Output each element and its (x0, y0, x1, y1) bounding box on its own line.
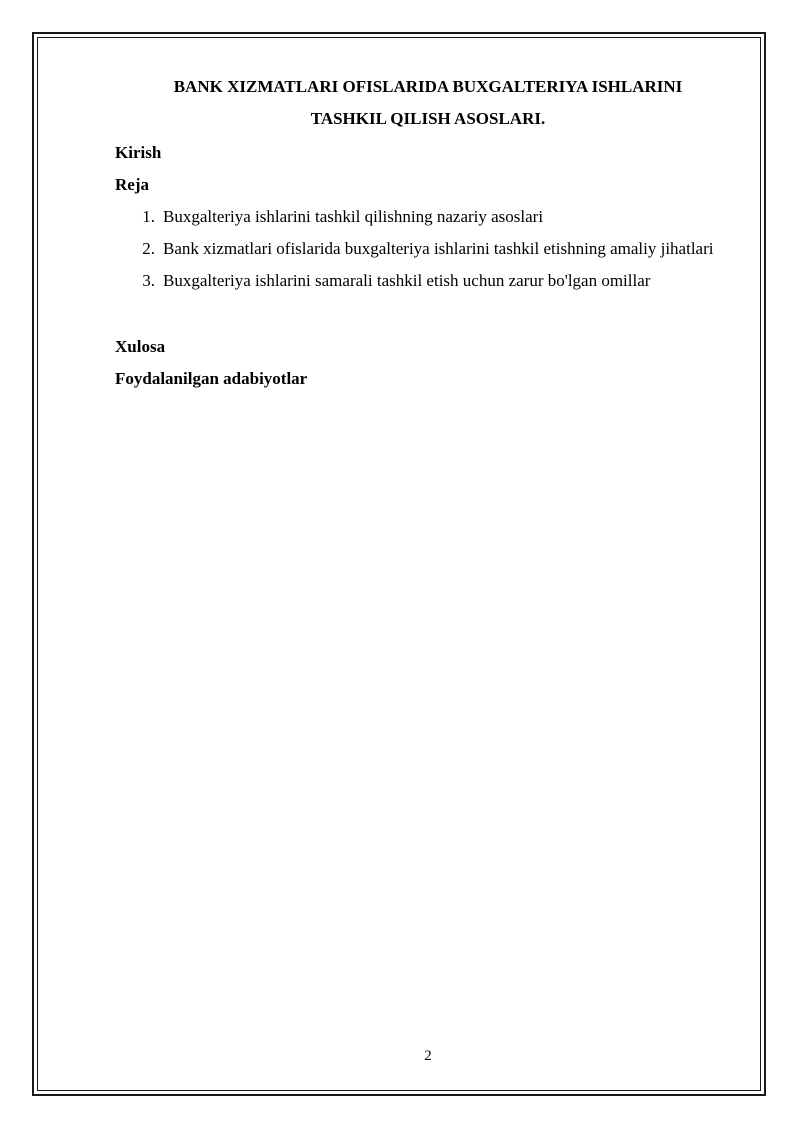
page-number: 2 (424, 1048, 432, 1064)
document-title-line-2: TASHKIL QILISH ASOSLARI. (310, 109, 546, 128)
document-title (115, 71, 741, 135)
plan-list (115, 201, 743, 297)
conclusion-heading: Xulosa (115, 337, 166, 356)
intro-heading: Kirish (115, 143, 162, 162)
plan-item-number: 3. (142, 271, 155, 290)
references-heading: Foydalanilgan adabiyotlar (115, 369, 308, 388)
plan-item-text: Bank xizmatlari ofislarida buxgalteriya ishlarini tashkil etishning amaliy jihatlari (163, 239, 714, 258)
plan-item-number: 2. (142, 239, 155, 258)
plan-item (115, 233, 743, 265)
plan-item-text: Buxgalteriya ishlarini tashkil qilishning nazariy asoslari (163, 207, 544, 226)
document-title-line-1: BANK XIZMATLARI OFISLARIDA BUXGALTERIYA ISHLARINI (173, 77, 683, 96)
plan-item (115, 265, 743, 297)
plan-heading: Reja (115, 175, 149, 194)
plan-item-number: 1. (142, 207, 155, 226)
plan-item (115, 201, 743, 233)
plan-item-text: Buxgalteriya ishlarini samarali tashkil etish uchun zarur bo'lgan omillar (163, 271, 651, 290)
